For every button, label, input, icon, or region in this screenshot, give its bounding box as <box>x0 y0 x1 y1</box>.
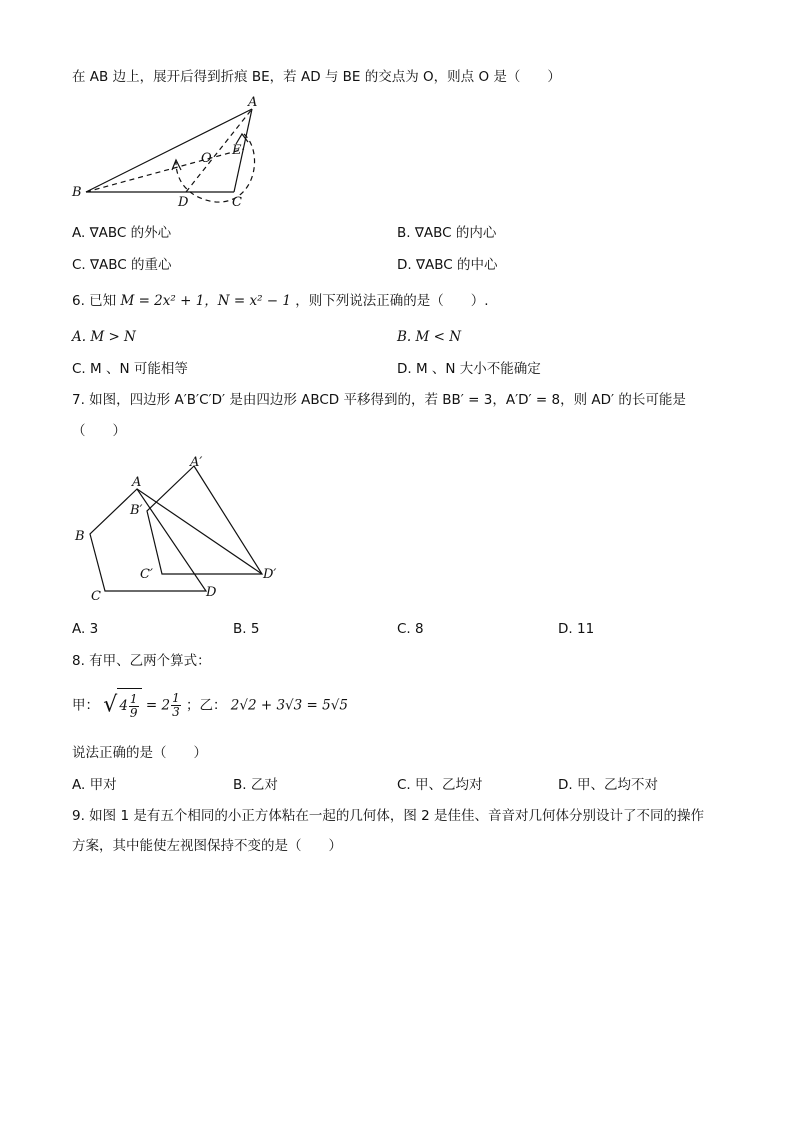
q8-stem: 8. 有甲、乙两个算式： <box>72 653 211 669</box>
segment-be <box>86 149 244 192</box>
segment-ad1 <box>137 489 262 574</box>
q8-jia-rnum: 1 <box>172 691 180 705</box>
label-e: E <box>232 143 242 158</box>
q8-jia-num: 1 <box>129 692 138 706</box>
label-c-prime: C′ <box>140 567 153 582</box>
sqrt-icon: √ <box>103 692 118 718</box>
label-a: A <box>248 95 258 110</box>
label-c: C <box>91 589 101 604</box>
q8-option-c[interactable]: C. 甲、乙均对 <box>397 777 483 793</box>
q8-formulas <box>72 688 348 724</box>
q7-option-c[interactable]: C. 8 <box>397 621 424 637</box>
q8-jia-fraction <box>129 693 139 720</box>
q8-option-b[interactable]: B. 乙对 <box>233 777 278 793</box>
q8-jia-whole: 4 <box>119 698 128 714</box>
q8-jia-eq: = 2 <box>145 697 171 714</box>
q8-option-a[interactable]: A. 甲对 <box>72 777 117 793</box>
segment-ad <box>186 109 252 192</box>
q8-yi-expr: 2√2 + 3√3 = 5√5 <box>230 697 348 714</box>
label-d: D <box>178 195 189 210</box>
q7-figure <box>70 450 290 608</box>
q6-option-c[interactable]: C. M 、N 可能相等 <box>72 361 188 377</box>
q7-option-d[interactable]: D. 11 <box>558 621 595 637</box>
q7-stem-cont: （ ） <box>72 423 126 439</box>
q7-option-a[interactable]: A. 3 <box>72 621 99 637</box>
q5-figure <box>66 92 266 214</box>
q5-option-d[interactable]: D. ∇ABC 的中心 <box>397 257 498 273</box>
q5-option-b[interactable]: B. ∇ABC 的内心 <box>397 225 497 241</box>
q6-option-a[interactable]: A. M > N <box>72 329 136 345</box>
q8-question: 说法正确的是（ ） <box>72 745 207 761</box>
label-b: B <box>75 529 85 544</box>
q6-stem-prefix: 6. 已知 <box>72 293 117 309</box>
q5-option-a[interactable]: A. ∇ABC 的外心 <box>72 225 172 241</box>
q6-stem <box>72 292 489 310</box>
q8-yi-label: ；乙： <box>186 697 227 714</box>
quad-a1b1c1d1 <box>147 466 262 574</box>
label-c: C <box>232 195 242 210</box>
label-d: D <box>206 585 217 600</box>
segment-ab <box>86 109 252 192</box>
q5-stem: 在 AB 边上，展开后得到折痕 BE，若 AD 与 BE 的交点为 O，则点 O 是（ ） <box>72 69 561 85</box>
q6-stem-math: M = 2x² + 1，N = x² − 1 <box>120 293 291 309</box>
q8-jia-radicand <box>117 688 141 723</box>
label-d-prime: D′ <box>263 567 277 582</box>
label-a-prime: A′ <box>190 455 203 470</box>
q8-jia-label: 甲： <box>72 697 99 714</box>
q8-option-d[interactable]: D. 甲、乙均不对 <box>558 777 658 793</box>
q9-stem-cont: 方案，其中能使左视图保持不变的是（ ） <box>72 838 342 854</box>
q6-stem-suffix: ，则下列说法正确的是（ ）. <box>295 293 489 309</box>
label-b: B <box>72 185 82 200</box>
q8-jia-rden: 3 <box>172 705 180 719</box>
label-o: O <box>201 151 212 166</box>
q5-option-c[interactable]: C. ∇ABC 的重心 <box>72 257 172 273</box>
q6-option-d[interactable]: D. M 、N 大小不能确定 <box>397 361 541 377</box>
q7-option-b[interactable]: B. 5 <box>233 621 260 637</box>
q6-option-b[interactable]: B. M < N <box>397 329 462 345</box>
label-b-prime: B′ <box>130 503 143 518</box>
q7-stem: 7. 如图，四边形 A′B′C′D′ 是由四边形 ABCD 平移得到的，若 BB′ = 3，A′D′ = 8，则 AD′ 的长可能是 <box>72 392 686 408</box>
q8-jia-result-fraction <box>171 692 181 719</box>
q8-jia-den: 9 <box>129 706 138 720</box>
q9-stem: 9. 如图 1 是有五个相同的小正方体粘在一起的几何体，图 2 是佳佳、音音对几何体分别设计了不同的操作 <box>72 808 705 824</box>
label-a: A <box>132 475 142 490</box>
